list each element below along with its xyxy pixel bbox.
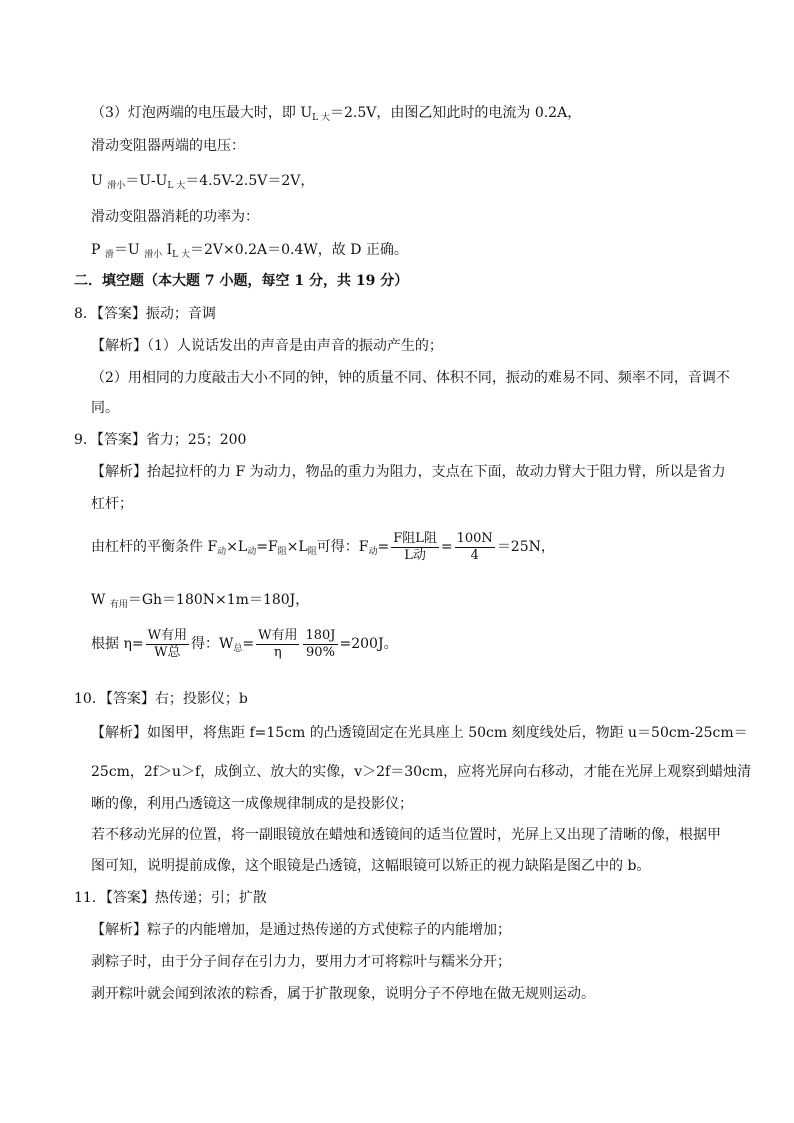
q8-analysis-line: 同。 [91,400,119,416]
fraction-numerator: F阻L阻 [393,530,437,546]
text: ＝4.5V-2.5V＝2V， [185,173,315,189]
subscript: 动 [247,547,257,557]
subscript: 动 [217,547,227,557]
text: 可得：F [316,539,369,555]
q11-answer: 11．【答案】热传递；引；扩散 [74,890,267,906]
text: （3）灯泡两端的电压最大时，即 U [91,105,313,121]
q8-answer: 8．【答案】振动；音调 [74,306,216,322]
q7-slide-power-label: 滑动变阻器消耗的功率为： [91,209,259,225]
text: ＝Gh＝180N×1m＝180J， [127,592,310,608]
q7-slide-voltage-label: 滑动变阻器两端的电压： [91,138,245,154]
text: ＝2V×0.2A＝0.4W，故 D 正确。 [189,242,408,258]
text: ＝U [113,242,145,258]
fraction-denominator: L动 [404,547,426,563]
fraction-denominator: 4 [470,547,479,563]
q7-part3-line [91,104,581,127]
text: U [91,173,108,189]
q9-analysis-line: 杠杆； [91,496,133,512]
q9-answer: 9．【答案】省力；25；200 [74,432,247,448]
text: ＝2.5V，由图乙知此时的电流为 0.2A， [330,105,582,121]
subscript: 动 [368,547,378,557]
text: I [162,242,173,258]
fraction-numerator: 100N [456,530,493,546]
q10-analysis-line: 晰的像，利用凸透镜这一成像规律制成的是投影仪； [91,796,413,812]
q10-analysis-line: 若不移动光屏的位置，将一副眼镜放在蜡烛和透镜间的适当位置时，光屏上又出现了清晰的像，根据甲 [91,827,721,843]
subscript: 滑小 [107,181,126,191]
text: = [377,539,390,555]
q9-efficiency-equation [91,627,398,666]
subscript: 滑小 [144,250,163,260]
q11-analysis-line: 剥粽子时，由于分子间存在引力力，要用力才可将粽叶与糯米分开； [91,954,511,970]
text: ＝U-U [125,173,168,189]
subscript: L 大 [312,113,330,123]
q10-answer: 10．【答案】右；投影仪；b [74,691,248,707]
fraction-numerator: W有用 [147,627,187,643]
text: = [242,636,255,652]
q7-power-equation [91,241,408,264]
fraction-denominator: W总 [154,644,181,660]
fraction-numerator: 180J [305,627,336,643]
section-heading: 二．填空题（本大题 7 小题，每空 1 分，共 19 分） [74,273,409,289]
text: 得：W [190,636,234,652]
fraction [455,531,495,564]
q11-analysis-line: 剥开粽叶就会闻到浓浓的粽香，属于扩散现象，说明分子不停地在做无规则运动。 [91,986,595,1002]
text: = [440,539,453,555]
fraction [146,628,189,661]
text: W [91,592,110,608]
q9-analysis-line: 【解析】抬起拉杆的力 F 为动力，物品的重力为阻力，支点在下面，故动力臂大于阻力臂，所以是省力 [91,464,726,480]
fraction [303,628,337,661]
text: ＝25N， [496,539,555,555]
text: ×L [286,539,308,555]
fraction-numerator: W有用 [258,627,298,643]
q11-analysis-line: 【解析】粽子的内能增加，是通过热传递的方式使粽子的内能增加； [91,922,511,938]
fraction [256,628,299,661]
fraction-denominator: η [273,644,282,660]
q10-analysis-line: 25cm，2f＞u＞f，成倒立、放大的实像，v＞2f＝30cm，应将光屏向右移动，才能在光屏上观察到蜡烛清 [91,764,752,780]
subscript: L 大 [167,181,186,191]
subscript: 总 [233,644,243,654]
fraction-denominator: 90% [306,644,335,660]
subscript: 有用 [109,600,128,610]
subscript: 阻 [307,547,317,557]
text: 由杠杆的平衡条件 F [91,539,218,555]
subscript: 阻 [277,547,287,557]
subscript: L 大 [172,250,190,260]
q8-analysis-line: 【解析】（1）人说话发出的声音是由声音的振动产生的； [91,338,443,354]
fraction [391,531,439,564]
subscript: 滑 [104,250,114,260]
q10-analysis-line: 【解析】如图甲，将焦距 f=15cm 的凸透镜固定在光具座上 50cm 刻度线处后，物距 u＝50cm-25cm＝ [91,725,748,741]
text: P [91,242,105,258]
text: 根据 η= [91,636,144,652]
q7-voltage-equation [91,172,314,195]
text: =F [256,539,278,555]
text: =200J。 [339,636,398,652]
q9-work-equation [91,591,309,614]
q9-lever-equation [91,530,555,569]
text: ×L [226,539,248,555]
q10-analysis-line: 图可知，说明提前成像，这个眼镜是凸透镜，这幅眼镜可以矫正的视力缺陷是图乙中的 b。 [91,858,651,874]
q8-analysis-line: （2）用相同的力度敲击大小不同的钟，钟的质量不同、体积不同，振动的难易不同、频率不同，音调不 [91,370,730,386]
